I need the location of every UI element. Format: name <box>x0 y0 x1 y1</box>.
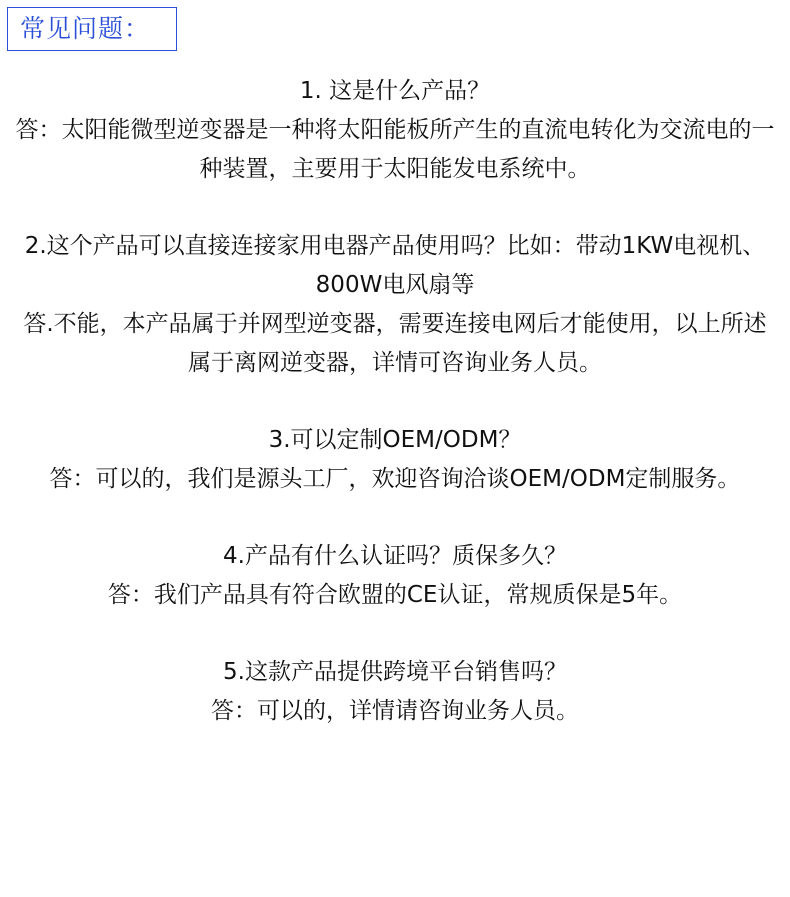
faq-item-2 <box>0 227 790 383</box>
faq-item-1 <box>0 72 790 189</box>
faq-answer-2: 答.不能，本产品属于并网型逆变器，需要连接电网后才能使用，以上所述属于离网逆变器，详情可咨询业务人员。 <box>23 311 767 376</box>
faq-title: 常见问题： <box>7 7 177 51</box>
faq-answer-4: 答：我们产品具有符合欧盟的CE认证，常规质保是5年。 <box>107 582 683 608</box>
faq-answer-1: 答：太阳能微型逆变器是一种将太阳能板所产生的直流电转化为交流电的一种装置，主要用于太阳能发电系统中。 <box>15 117 775 182</box>
faq-answer-5: 答：可以的，详情请咨询业务人员。 <box>211 698 579 724</box>
faq-question-1: 1. 这是什么产品？ <box>299 78 491 104</box>
faq-answer-3: 答：可以的，我们是源头工厂，欢迎咨询洽谈OEM/ODM定制服务。 <box>49 466 741 492</box>
faq-item-4 <box>0 537 790 615</box>
faq-list <box>0 72 790 770</box>
faq-question-2: 2.这个产品可以直接连接家用电器产品使用吗？比如：带动1KW电视机、800W电风扇等 <box>24 233 766 298</box>
faq-question-5: 5.这款产品提供跨境平台销售吗？ <box>223 659 567 685</box>
faq-question-3: 3.可以定制OEM/ODM？ <box>268 427 522 453</box>
faq-item-5 <box>0 653 790 731</box>
faq-item-3 <box>0 421 790 499</box>
faq-question-4: 4.产品有什么认证吗？质保多久？ <box>223 543 567 569</box>
